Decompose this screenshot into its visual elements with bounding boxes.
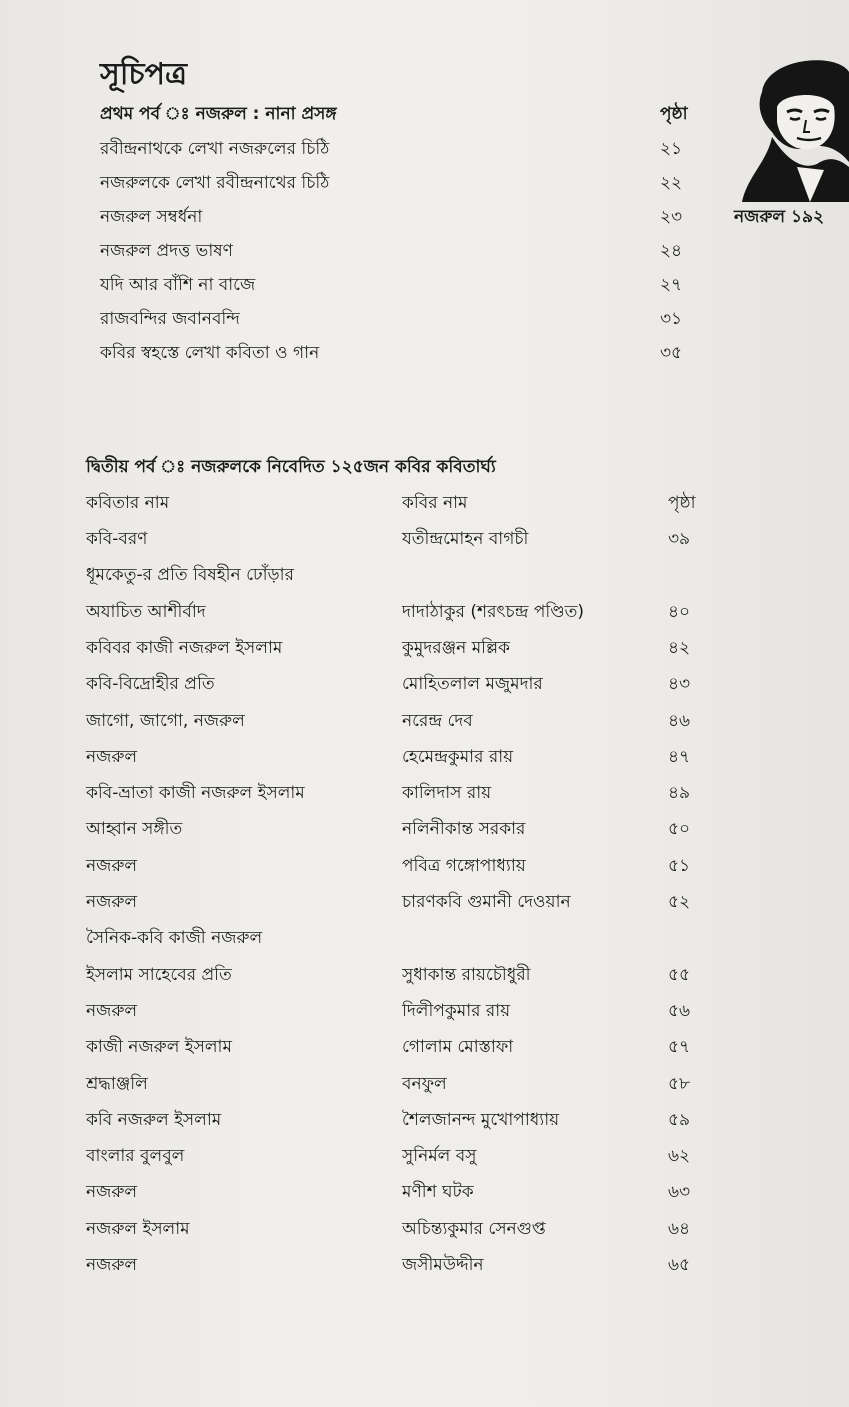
entry-page: ৪৬ bbox=[668, 711, 691, 731]
entry-page: ৫২ bbox=[668, 892, 691, 912]
poem-title: কাজী নজরুল ইসলাম bbox=[86, 1037, 232, 1057]
entry-title: নজরুলকে লেখা রবীন্দ্রনাথের চিঠি bbox=[100, 173, 330, 193]
poem-title: বাংলার বুলবুল bbox=[86, 1146, 185, 1166]
entry-page: ৬২ bbox=[668, 1146, 691, 1166]
poet-name: দাদাঠাকুর (শরৎচন্দ্র পণ্ডিত) bbox=[402, 602, 585, 622]
poem-title: কবিবর কাজী নজরুল ইসলাম bbox=[86, 638, 283, 658]
entry-page: ৫৬ bbox=[668, 1001, 691, 1021]
poem-title: নজরুল bbox=[86, 892, 138, 912]
poem-title: কবি-বিদ্রোহীর প্রতি bbox=[86, 674, 215, 694]
portrait-caption: নজরুল ১৯২ bbox=[734, 207, 825, 227]
toc-entry bbox=[0, 1212, 849, 1246]
poet-name: জসীমউদ্দীন bbox=[402, 1255, 484, 1275]
toc-entry bbox=[0, 132, 849, 166]
poem-title: নজরুল bbox=[86, 1255, 138, 1275]
entry-page: ৪৯ bbox=[668, 783, 691, 803]
poet-name: সুনির্মল বসু bbox=[402, 1146, 477, 1166]
entry-page: ৬৩ bbox=[668, 1182, 691, 1202]
toc-entry bbox=[0, 667, 849, 701]
toc-entry bbox=[0, 302, 849, 336]
poem-title: ধূমকেতু-র প্রতি বিষহীন ঢোঁড়ার bbox=[86, 565, 294, 585]
toc-entry bbox=[0, 958, 849, 992]
entry-page: ২৭ bbox=[660, 275, 683, 295]
poem-title: নজরুল bbox=[86, 747, 138, 767]
entry-page: ৪৭ bbox=[668, 747, 691, 767]
poem-title: ইসলাম সাহেবের প্রতি bbox=[86, 965, 232, 985]
poet-name: গোলাম মোস্তাফা bbox=[402, 1037, 514, 1057]
toc-entry bbox=[0, 1248, 849, 1282]
toc-entry bbox=[0, 994, 849, 1028]
entry-page: ৫৮ bbox=[668, 1074, 691, 1094]
toc-entry bbox=[0, 1139, 849, 1173]
entry-page: ২৩ bbox=[660, 207, 683, 227]
toc-entry bbox=[0, 166, 849, 200]
toc-entry bbox=[0, 740, 849, 774]
entry-page: ৩৫ bbox=[660, 343, 683, 363]
part-2-column-headers bbox=[0, 486, 849, 520]
poem-title: কবি-ভ্রাতা কাজী নজরুল ইসলাম bbox=[86, 783, 305, 803]
entry-title: যদি আর বাঁশি না বাজে bbox=[100, 275, 256, 295]
entry-title: নজরুল সম্বর্ধনা bbox=[100, 207, 203, 227]
toc-entry bbox=[0, 921, 849, 955]
poem-title: নজরুল bbox=[86, 1182, 138, 1202]
entry-page: ৩৯ bbox=[668, 529, 691, 549]
entry-page: ২৪ bbox=[660, 241, 683, 261]
poem-title: নজরুল ইসলাম bbox=[86, 1219, 190, 1239]
page-column-header: পৃষ্ঠা bbox=[668, 493, 696, 513]
poem-title: অযাচিত আশীর্বাদ bbox=[86, 602, 206, 622]
poem-title: কবি নজরুল ইসলাম bbox=[86, 1110, 222, 1130]
poet-name: বনফুল bbox=[402, 1074, 447, 1094]
poet-column-header: কবির নাম bbox=[402, 493, 468, 513]
part-1-heading: প্রথম পর্ব ঃ নজরুল : নানা প্রসঙ্গ bbox=[100, 104, 337, 124]
toc-entry bbox=[0, 704, 849, 738]
poet-name: কালিদাস রায় bbox=[402, 783, 492, 803]
page-title: সূচিপত্র bbox=[100, 57, 187, 92]
part-1-heading-row bbox=[0, 97, 849, 131]
poet-name: অচিন্ত্যকুমার সেনগুপ্ত bbox=[402, 1219, 546, 1239]
poem-title: জাগো, জাগো, নজরুল bbox=[86, 711, 245, 731]
entry-page: ২১ bbox=[660, 139, 683, 159]
toc-entry bbox=[0, 776, 849, 810]
toc-entry bbox=[0, 885, 849, 919]
poem-title: সৈনিক-কবি কাজী নজরুল bbox=[86, 928, 263, 948]
entry-page: ৬৫ bbox=[668, 1255, 691, 1275]
entry-title: রবীন্দ্রনাথকে লেখা নজরুলের চিঠি bbox=[100, 139, 330, 159]
entry-page: ৪০ bbox=[668, 602, 691, 622]
toc-entry bbox=[0, 849, 849, 883]
entry-page: ৫০ bbox=[668, 819, 691, 839]
toc-entry bbox=[0, 1067, 849, 1101]
toc-entry bbox=[0, 522, 849, 556]
entry-page: ৫৭ bbox=[668, 1037, 691, 1057]
toc-entry bbox=[0, 1103, 849, 1137]
entry-page: ৪৩ bbox=[668, 674, 691, 694]
poem-title: নজরুল bbox=[86, 1001, 138, 1021]
entry-page: ৩১ bbox=[660, 309, 683, 329]
toc-entry bbox=[0, 336, 849, 370]
toc-entry bbox=[0, 200, 849, 234]
part-2-heading-row bbox=[0, 450, 849, 484]
poet-name: শৈলজানন্দ মুখোপাধ্যায় bbox=[402, 1110, 560, 1130]
poet-name: হেমেন্দ্রকুমার রায় bbox=[402, 747, 514, 767]
entry-title: রাজবন্দির জবানবন্দি bbox=[100, 309, 240, 329]
poem-column-header: কবিতার নাম bbox=[86, 493, 170, 513]
entry-page: ৫১ bbox=[668, 856, 691, 876]
poet-name: পবিত্র গঙ্গোপাধ্যায় bbox=[402, 856, 526, 876]
entry-page: ২২ bbox=[660, 173, 683, 193]
toc-entry bbox=[0, 234, 849, 268]
toc-entry bbox=[0, 631, 849, 665]
entry-page: ৬৪ bbox=[668, 1219, 691, 1239]
toc-entry bbox=[0, 1030, 849, 1064]
entry-page: ৪২ bbox=[668, 638, 691, 658]
poem-title: শ্রদ্ধাঞ্জলি bbox=[86, 1074, 148, 1094]
entry-page: ৫৫ bbox=[668, 965, 691, 985]
poet-name: সুধাকান্ত রায়চৌধুরী bbox=[402, 965, 531, 985]
toc-entry bbox=[0, 1175, 849, 1209]
poet-name: মণীশ ঘটক bbox=[402, 1182, 474, 1202]
poem-title: কবি-বরণ bbox=[86, 529, 148, 549]
poet-name: যতীন্দ্রমোহন বাগচী bbox=[402, 529, 529, 549]
poet-name: নরেন্দ্র দেব bbox=[402, 711, 473, 731]
page-column-header: পৃষ্ঠা bbox=[660, 104, 688, 124]
poet-name: মোহিতলাল মজুমদার bbox=[402, 674, 543, 694]
part-2-heading: দ্বিতীয় পর্ব ঃ নজরুলকে নিবেদিত ১২৫জন কবির কবিতার্ঘ্য bbox=[86, 457, 496, 477]
poet-name: চারণকবি গুমানী দেওয়ান bbox=[402, 892, 571, 912]
entry-title: কবির স্বহস্তে লেখা কবিতা ও গান bbox=[100, 343, 320, 363]
toc-entry bbox=[0, 558, 849, 592]
toc-entry bbox=[0, 812, 849, 846]
poem-title: নজরুল bbox=[86, 856, 138, 876]
poem-title: আহ্বান সঙ্গীত bbox=[86, 819, 183, 839]
toc-entry bbox=[0, 595, 849, 629]
poet-name: দিলীপকুমার রায় bbox=[402, 1001, 511, 1021]
poet-name: কুমুদরঞ্জন মল্লিক bbox=[402, 638, 510, 658]
entry-page: ৫৯ bbox=[668, 1110, 691, 1130]
entry-title: নজরুল প্রদত্ত ভাষণ bbox=[100, 241, 233, 261]
poet-name: নলিনীকান্ত সরকার bbox=[402, 819, 526, 839]
toc-entry bbox=[0, 268, 849, 302]
